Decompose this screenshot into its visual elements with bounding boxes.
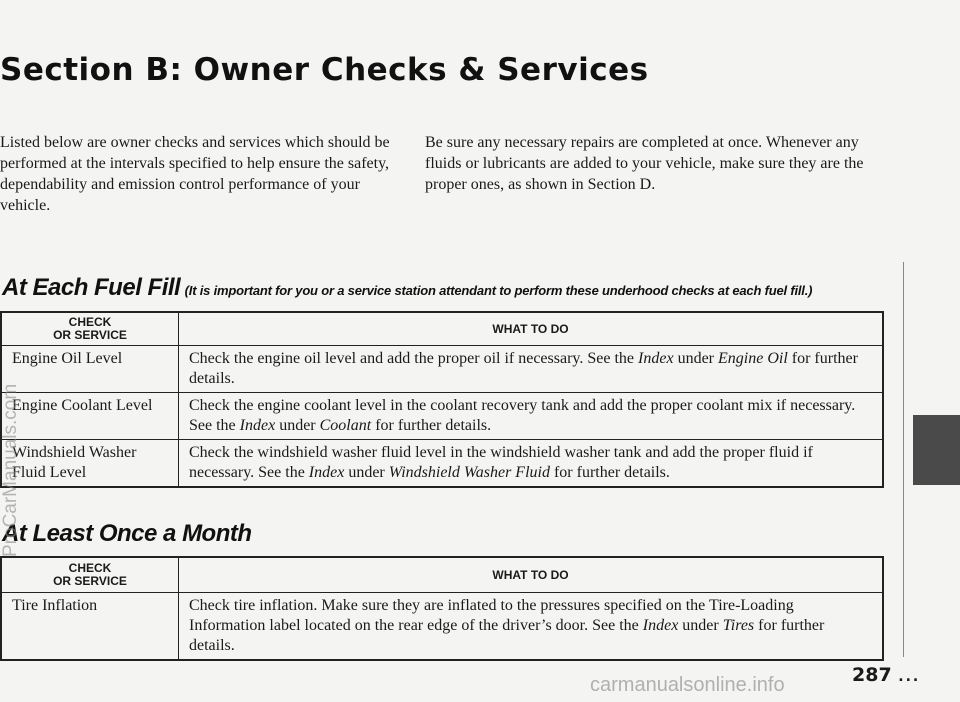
topic-reference: Coolant: [319, 417, 372, 434]
intro-paragraph-right: Be sure any necessary repairs are completed at once. Whenever any fluids or lubricants are added to your vehicle, make sure they are the proper ones, as shown in Section D.: [425, 134, 864, 193]
fuel-fill-heading: [2, 274, 812, 302]
check-cell: Windshield Washer Fluid Level: [1, 440, 179, 488]
monthly-heading: [2, 520, 252, 548]
monthly-heading-title: At Least Once a Month: [2, 520, 252, 547]
table-row: [1, 393, 883, 440]
intro-paragraph-left: Listed below are owner checks and services which should be performed at the intervals specified to help ensure the safety, dependability and emission control performance of your vehicle.: [0, 134, 390, 214]
topic-reference: Tires: [722, 617, 755, 634]
page-number-value: 287: [852, 664, 892, 686]
check-header-line2: OR SERVICE: [53, 328, 127, 342]
instruction-text: under: [344, 464, 389, 481]
index-reference: Index: [239, 417, 276, 434]
page-number: [852, 664, 920, 686]
table-header-row: [1, 312, 883, 346]
instruction-text: Check the engine oil level and add the proper oil if necessary. See the: [189, 350, 639, 367]
fuel-fill-heading-title: At Each Fuel Fill: [2, 274, 181, 301]
index-reference: Index: [638, 350, 674, 367]
side-watermark: ProCarManuals.com: [0, 383, 21, 557]
what-to-do-cell: [179, 593, 884, 661]
page-number-dots: ...: [898, 669, 921, 685]
fuel-fill-table: [0, 311, 884, 488]
table-row: [1, 346, 883, 393]
instruction-text: Check the windshield washer fluid level in the windshield washer tank and add the proper fluid if necessary. See the: [189, 444, 813, 481]
index-reference: Index: [308, 464, 345, 481]
table-row: [1, 440, 883, 488]
topic-reference: Windshield Washer Fluid: [388, 464, 550, 481]
check-header-line2: OR SERVICE: [53, 574, 127, 588]
check-header-line1: CHECK: [68, 315, 112, 329]
what-to-do-cell: [179, 440, 884, 488]
what-to-do-column-header: WHAT TO DO: [179, 557, 884, 593]
what-to-do-column-header: WHAT TO DO: [179, 312, 884, 346]
instruction-text: for further details.: [189, 350, 858, 387]
check-cell: Engine Oil Level: [1, 346, 179, 393]
instruction-text: Check the engine coolant level in the coolant recovery tank and add the proper coolant mix if necessary. See the: [189, 397, 856, 434]
instruction-text: for further details.: [371, 417, 492, 434]
instruction-text: Check tire inflation. Make sure they are inflated to the pressures specified on the Tire-Loading Information label located on the rear edge of the driver’s door. See the: [189, 597, 794, 634]
fuel-fill-heading-note: (It is important for you or a service station attendant to perform these underhood checks at each fuel fill.): [184, 283, 813, 298]
check-cell: Engine Coolant Level: [1, 393, 179, 440]
instruction-text: under: [275, 417, 320, 434]
table-row: [1, 593, 883, 661]
section-title: Section B: Owner Checks & Services: [0, 52, 649, 88]
index-reference: Index: [642, 617, 679, 634]
instruction-text: for further details.: [189, 617, 825, 654]
instruction-text: for further details.: [549, 464, 670, 481]
table-header-row: [1, 557, 883, 593]
monthly-table: [0, 556, 884, 661]
topic-reference: Engine Oil: [718, 350, 788, 367]
instruction-text: under: [678, 617, 723, 634]
section-tab-marker: [913, 415, 960, 485]
what-to-do-cell: [179, 393, 884, 440]
check-cell: Tire Inflation: [1, 593, 179, 661]
instruction-text: under: [673, 350, 718, 367]
check-header-line1: CHECK: [68, 561, 112, 575]
footer-watermark: carmanualsonline.info: [590, 674, 785, 696]
what-to-do-cell: [179, 346, 884, 393]
margin-rule: [903, 262, 904, 657]
